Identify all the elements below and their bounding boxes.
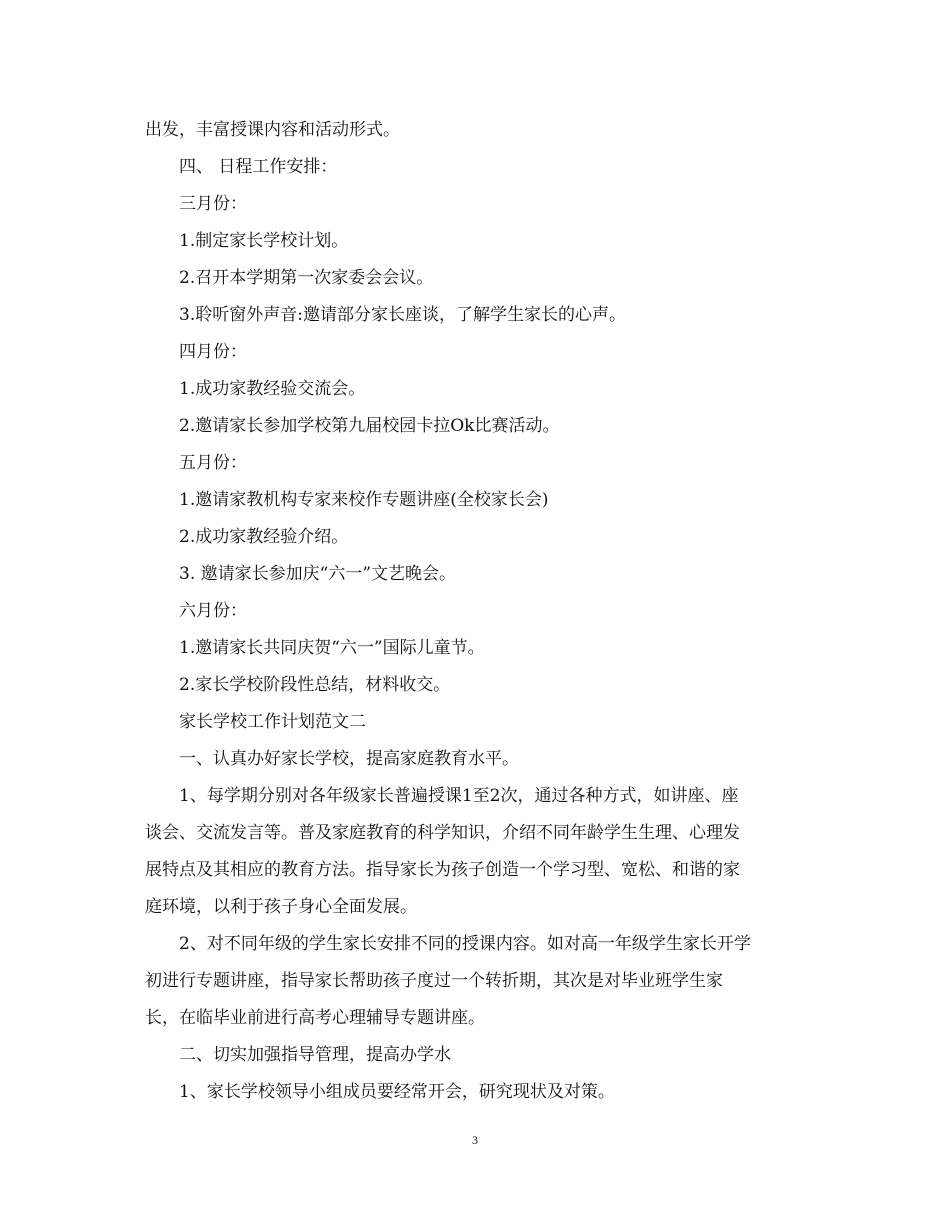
text-line: 长，在临毕业前进行高考心理辅导专题讲座。 — [145, 1008, 485, 1028]
text-line: 2.邀请家长参加学校第九届校园卡拉Ok比赛活动。 — [179, 416, 560, 436]
text-line: 一、认真办好家长学校，提高家庭教育水平。 — [179, 749, 519, 769]
document-body — [145, 112, 810, 1111]
text-line: 谈会、交流发言等。普及家庭教育的科学知识，介绍不同年龄学生生理、心理发 — [145, 823, 740, 843]
text-line: 四月份： — [179, 342, 247, 362]
text-line: 二、切实加强指导管理，提高办学水 — [179, 1045, 451, 1065]
text-line: 2.召开本学期第一次家委会会议。 — [179, 268, 434, 288]
text-line: 出发，丰富授课内容和活动形式。 — [145, 120, 400, 140]
text-line: 1.成功家教经验交流会。 — [179, 379, 366, 399]
text-line: 六月份： — [179, 601, 247, 621]
text-line: 三月份： — [179, 194, 247, 214]
text-line: 庭环境，以利于孩子身心全面发展。 — [145, 897, 417, 917]
text-line: 2.家长学校阶段性总结，材料收交。 — [179, 675, 451, 695]
text-line: 家长学校工作计划范文二 — [179, 712, 366, 732]
text-line: 四、 日程工作安排： — [179, 157, 338, 177]
text-line: 五月份： — [179, 453, 247, 473]
text-line: 2、对不同年级的学生家长安排不同的授课内容。如对高一年级学生家长开学 — [179, 934, 751, 954]
text-line: 1.制定家长学校计划。 — [179, 231, 349, 251]
text-line: 展特点及其相应的教育方法。指导家长为孩子创造一个学习型、宽松、和谐的家 — [145, 860, 740, 880]
text-line: 1、每学期分别对各年级家长普遍授课1至2次，通过各种方式，如讲座、座 — [179, 786, 739, 806]
text-line: 3.聆听窗外声音:邀请部分家长座谈，了解学生家长的心声。 — [179, 305, 626, 325]
text-line: 2.成功家教经验介绍。 — [179, 527, 349, 547]
text-line: 1.邀请家长共同庆贺“六一”国际儿童节。 — [179, 638, 485, 658]
text-line: 初进行专题讲座，指导家长帮助孩子度过一个转折期，其次是对毕业班学生家 — [145, 971, 723, 991]
text-line: 3. 邀请家长参加庆“六一”文艺晚会。 — [179, 564, 457, 584]
page-number: 3 — [472, 1133, 478, 1147]
text-line: 1、家长学校领导小组成员要经常开会，研究现状及对策。 — [179, 1082, 615, 1102]
text-line: 1.邀请家教机构专家来校作专题讲座(全校家长会) — [179, 490, 549, 510]
